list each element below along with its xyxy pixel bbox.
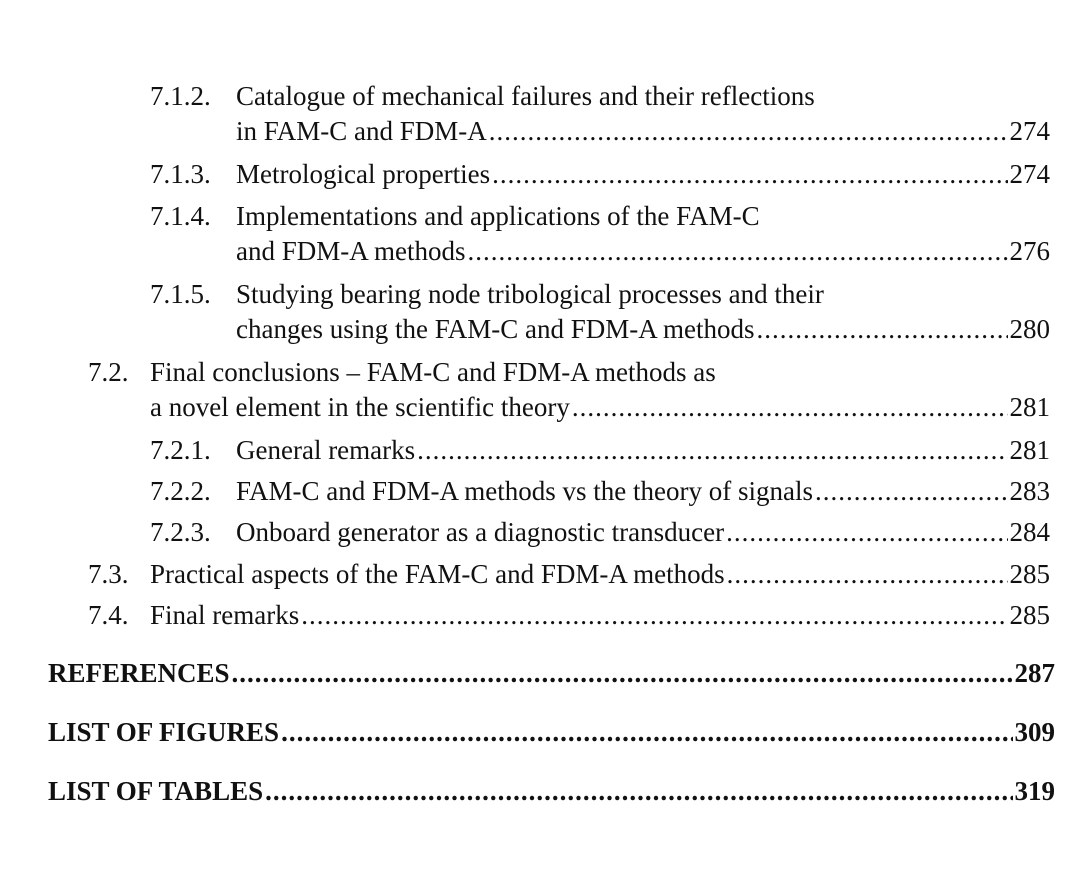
- entry-title-last-line: [236, 234, 1050, 268]
- page-number: 281: [1009, 435, 1050, 465]
- dot-leader: [281, 715, 1012, 749]
- entry-title-last-line: [236, 157, 1050, 191]
- entry-title: Final remarks: [150, 600, 300, 630]
- section-number: 7.1.3.: [150, 159, 211, 189]
- entry-title-last-line: [48, 774, 1055, 808]
- page-number: 276: [1009, 236, 1050, 266]
- dot-leader: [572, 390, 1008, 424]
- page-number: 274: [1009, 116, 1050, 146]
- entry-title: Metrological properties: [236, 159, 491, 189]
- entry-title: LIST OF FIGURES: [48, 717, 280, 747]
- entry-title-line: Catalogue of mechanical failures and their reflections: [236, 81, 815, 111]
- section-number: 7.2.3.: [150, 517, 211, 547]
- dot-leader: [232, 656, 1013, 690]
- section-number: 7.3.: [88, 559, 129, 589]
- entry-title-last-line: [236, 515, 1050, 549]
- page-number: 274: [1009, 159, 1050, 189]
- dot-leader: [815, 474, 1008, 508]
- entry-title-last-line: [236, 474, 1050, 508]
- page-number: 319: [1014, 776, 1055, 806]
- page-number: 284: [1009, 517, 1050, 547]
- section-number: 7.1.4.: [150, 201, 211, 231]
- entry-title-line: Implementations and applications of the FAM-C: [236, 201, 760, 231]
- entry-title: LIST OF TABLES: [48, 776, 264, 806]
- section-number: 7.4.: [88, 600, 129, 630]
- page-number: 283: [1009, 476, 1050, 506]
- dot-leader: [265, 774, 1012, 808]
- entry-title: a novel element in the scientific theory: [150, 392, 570, 422]
- entry-title: REFERENCES: [48, 658, 230, 688]
- entry-title-line: Final conclusions – FAM-C and FDM-A methods as: [150, 357, 716, 387]
- section-number: 7.2.2.: [150, 476, 211, 506]
- page-number: 281: [1009, 392, 1050, 422]
- dot-leader: [492, 157, 1007, 191]
- entry-title-last-line: [48, 656, 1055, 690]
- entry-title: in FAM-C and FDM-A: [236, 116, 487, 146]
- entry-title-last-line: [150, 598, 1050, 632]
- page-number: 287: [1014, 658, 1055, 688]
- entry-title: and FDM-A methods: [236, 236, 466, 266]
- entry-title-last-line: [236, 312, 1050, 346]
- entry-title-last-line: [150, 390, 1050, 424]
- dot-leader: [417, 433, 1007, 467]
- page-number: 309: [1014, 717, 1055, 747]
- section-number: 7.2.: [88, 357, 129, 387]
- entry-title-last-line: [236, 433, 1050, 467]
- section-number: 7.1.5.: [150, 279, 211, 309]
- dot-leader: [727, 557, 1008, 591]
- dot-leader: [468, 234, 1008, 268]
- page-number: 285: [1009, 600, 1050, 630]
- entry-title: changes using the FAM-C and FDM-A methods: [236, 314, 755, 344]
- dot-leader: [726, 515, 1007, 549]
- section-number: 7.1.2.: [150, 81, 211, 111]
- dot-leader: [756, 312, 1007, 346]
- entry-title: Practical aspects of the FAM-C and FDM-A methods: [150, 559, 725, 589]
- entry-title-last-line: [48, 715, 1055, 749]
- entry-title-line: Studying bearing node tribological processes and their: [236, 279, 824, 309]
- entry-title: Onboard generator as a diagnostic transducer: [236, 517, 725, 547]
- page-number: 280: [1009, 314, 1050, 344]
- dot-leader: [489, 114, 1008, 148]
- section-number: 7.2.1.: [150, 435, 211, 465]
- entry-title-last-line: [236, 114, 1050, 148]
- entry-title: General remarks: [236, 435, 416, 465]
- dot-leader: [301, 598, 1007, 632]
- entry-title: FAM-C and FDM-A methods vs the theory of signals: [236, 476, 813, 506]
- page-number: 285: [1009, 559, 1050, 589]
- entry-title-last-line: [150, 557, 1050, 591]
